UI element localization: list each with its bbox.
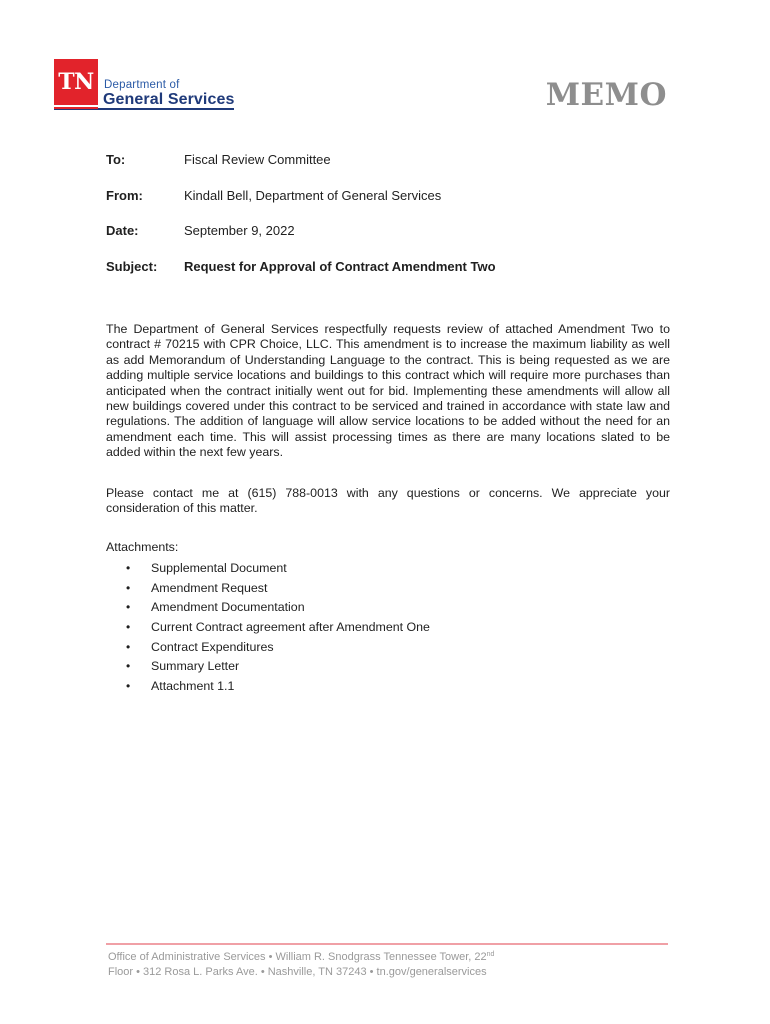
bullet-icon: • bbox=[126, 639, 131, 654]
bullet-icon: • bbox=[126, 600, 131, 615]
attachment-name: Attachment 1.1 bbox=[151, 679, 235, 694]
footer-address bbox=[108, 950, 628, 980]
logo-department-text: Department of bbox=[104, 79, 180, 91]
field-value: Kindall Bell, Department of General Services bbox=[184, 187, 442, 203]
bullet-icon: • bbox=[126, 679, 131, 694]
footer-address-line-part1: Office of Administrative Services • William R. Snodgrass Tennessee Tower, 22 bbox=[108, 951, 487, 963]
attachments-label: Attachments: bbox=[106, 540, 179, 554]
field-value: Request for Approval of Contract Amendment Two bbox=[184, 258, 496, 274]
body-paragraph-request: The Department of General Services respectfully requests review of attached Amendment Two to contract # 70215 with CPR Choice, LLC. This amendment is to increase the maximum liability as well as add Memorandum of Understanding Language to the contract. This is being requested as we are adding multiple service locations and buildings to this contract which will require more purchases than anticipated when the contract initially went out for bid. Implementing these amendments will allow all new buildings covered under this contract to be serviced and trained in accordance with state law and regulations. The addition of language will allow service locations to be added without the need for an amendment each time. This will assist processing times as there are many locations slated to be added within the next few years. bbox=[106, 322, 670, 460]
field-value: September 9, 2022 bbox=[184, 223, 295, 238]
department-logo bbox=[54, 59, 254, 113]
list-item bbox=[106, 639, 430, 659]
attachment-name: Current Contract agreement after Amendment One bbox=[151, 620, 430, 635]
tn-logo-mark: TN bbox=[54, 59, 98, 105]
bullet-icon: • bbox=[126, 659, 131, 674]
list-item bbox=[106, 658, 430, 678]
field-subject bbox=[106, 259, 666, 295]
list-item bbox=[106, 580, 430, 600]
attachment-name: Contract Expenditures bbox=[151, 639, 274, 654]
footer-divider bbox=[106, 943, 668, 945]
body-paragraph-contact: Please contact me at (615) 788-0013 with any questions or concerns. We appreciate your consideration of this matter. bbox=[106, 486, 670, 516]
memo-title: MEMO bbox=[545, 77, 667, 113]
footer-superscript: nd bbox=[486, 951, 495, 958]
attachments-list bbox=[106, 560, 430, 698]
attachment-name: Summary Letter bbox=[151, 659, 240, 674]
footer-address-line-part2: Floor • 312 Rosa L. Parks Ave. • Nashville, TN 37243 • tn.gov/generalservices bbox=[108, 966, 487, 978]
list-item bbox=[106, 599, 430, 619]
bullet-icon: • bbox=[126, 580, 131, 595]
list-item bbox=[106, 678, 430, 698]
field-from bbox=[106, 188, 666, 224]
field-value: Fiscal Review Committee bbox=[184, 152, 331, 167]
field-label: From: bbox=[106, 187, 143, 203]
list-item bbox=[106, 560, 430, 580]
field-to bbox=[106, 152, 666, 188]
bullet-icon: • bbox=[126, 620, 131, 635]
field-label: Subject: bbox=[106, 258, 158, 274]
field-label: To: bbox=[106, 152, 126, 167]
bullet-icon: • bbox=[126, 561, 131, 575]
logo-underline-accent bbox=[54, 107, 98, 109]
logo-general-services-text: General Services bbox=[103, 91, 235, 108]
attachment-name: Amendment Documentation bbox=[151, 600, 305, 615]
field-date bbox=[106, 223, 666, 259]
list-item bbox=[106, 619, 430, 639]
field-label: Date: bbox=[106, 223, 139, 238]
attachment-name: Amendment Request bbox=[151, 580, 268, 595]
attachment-name: Supplemental Document bbox=[151, 561, 287, 575]
memo-header-fields bbox=[106, 152, 666, 294]
